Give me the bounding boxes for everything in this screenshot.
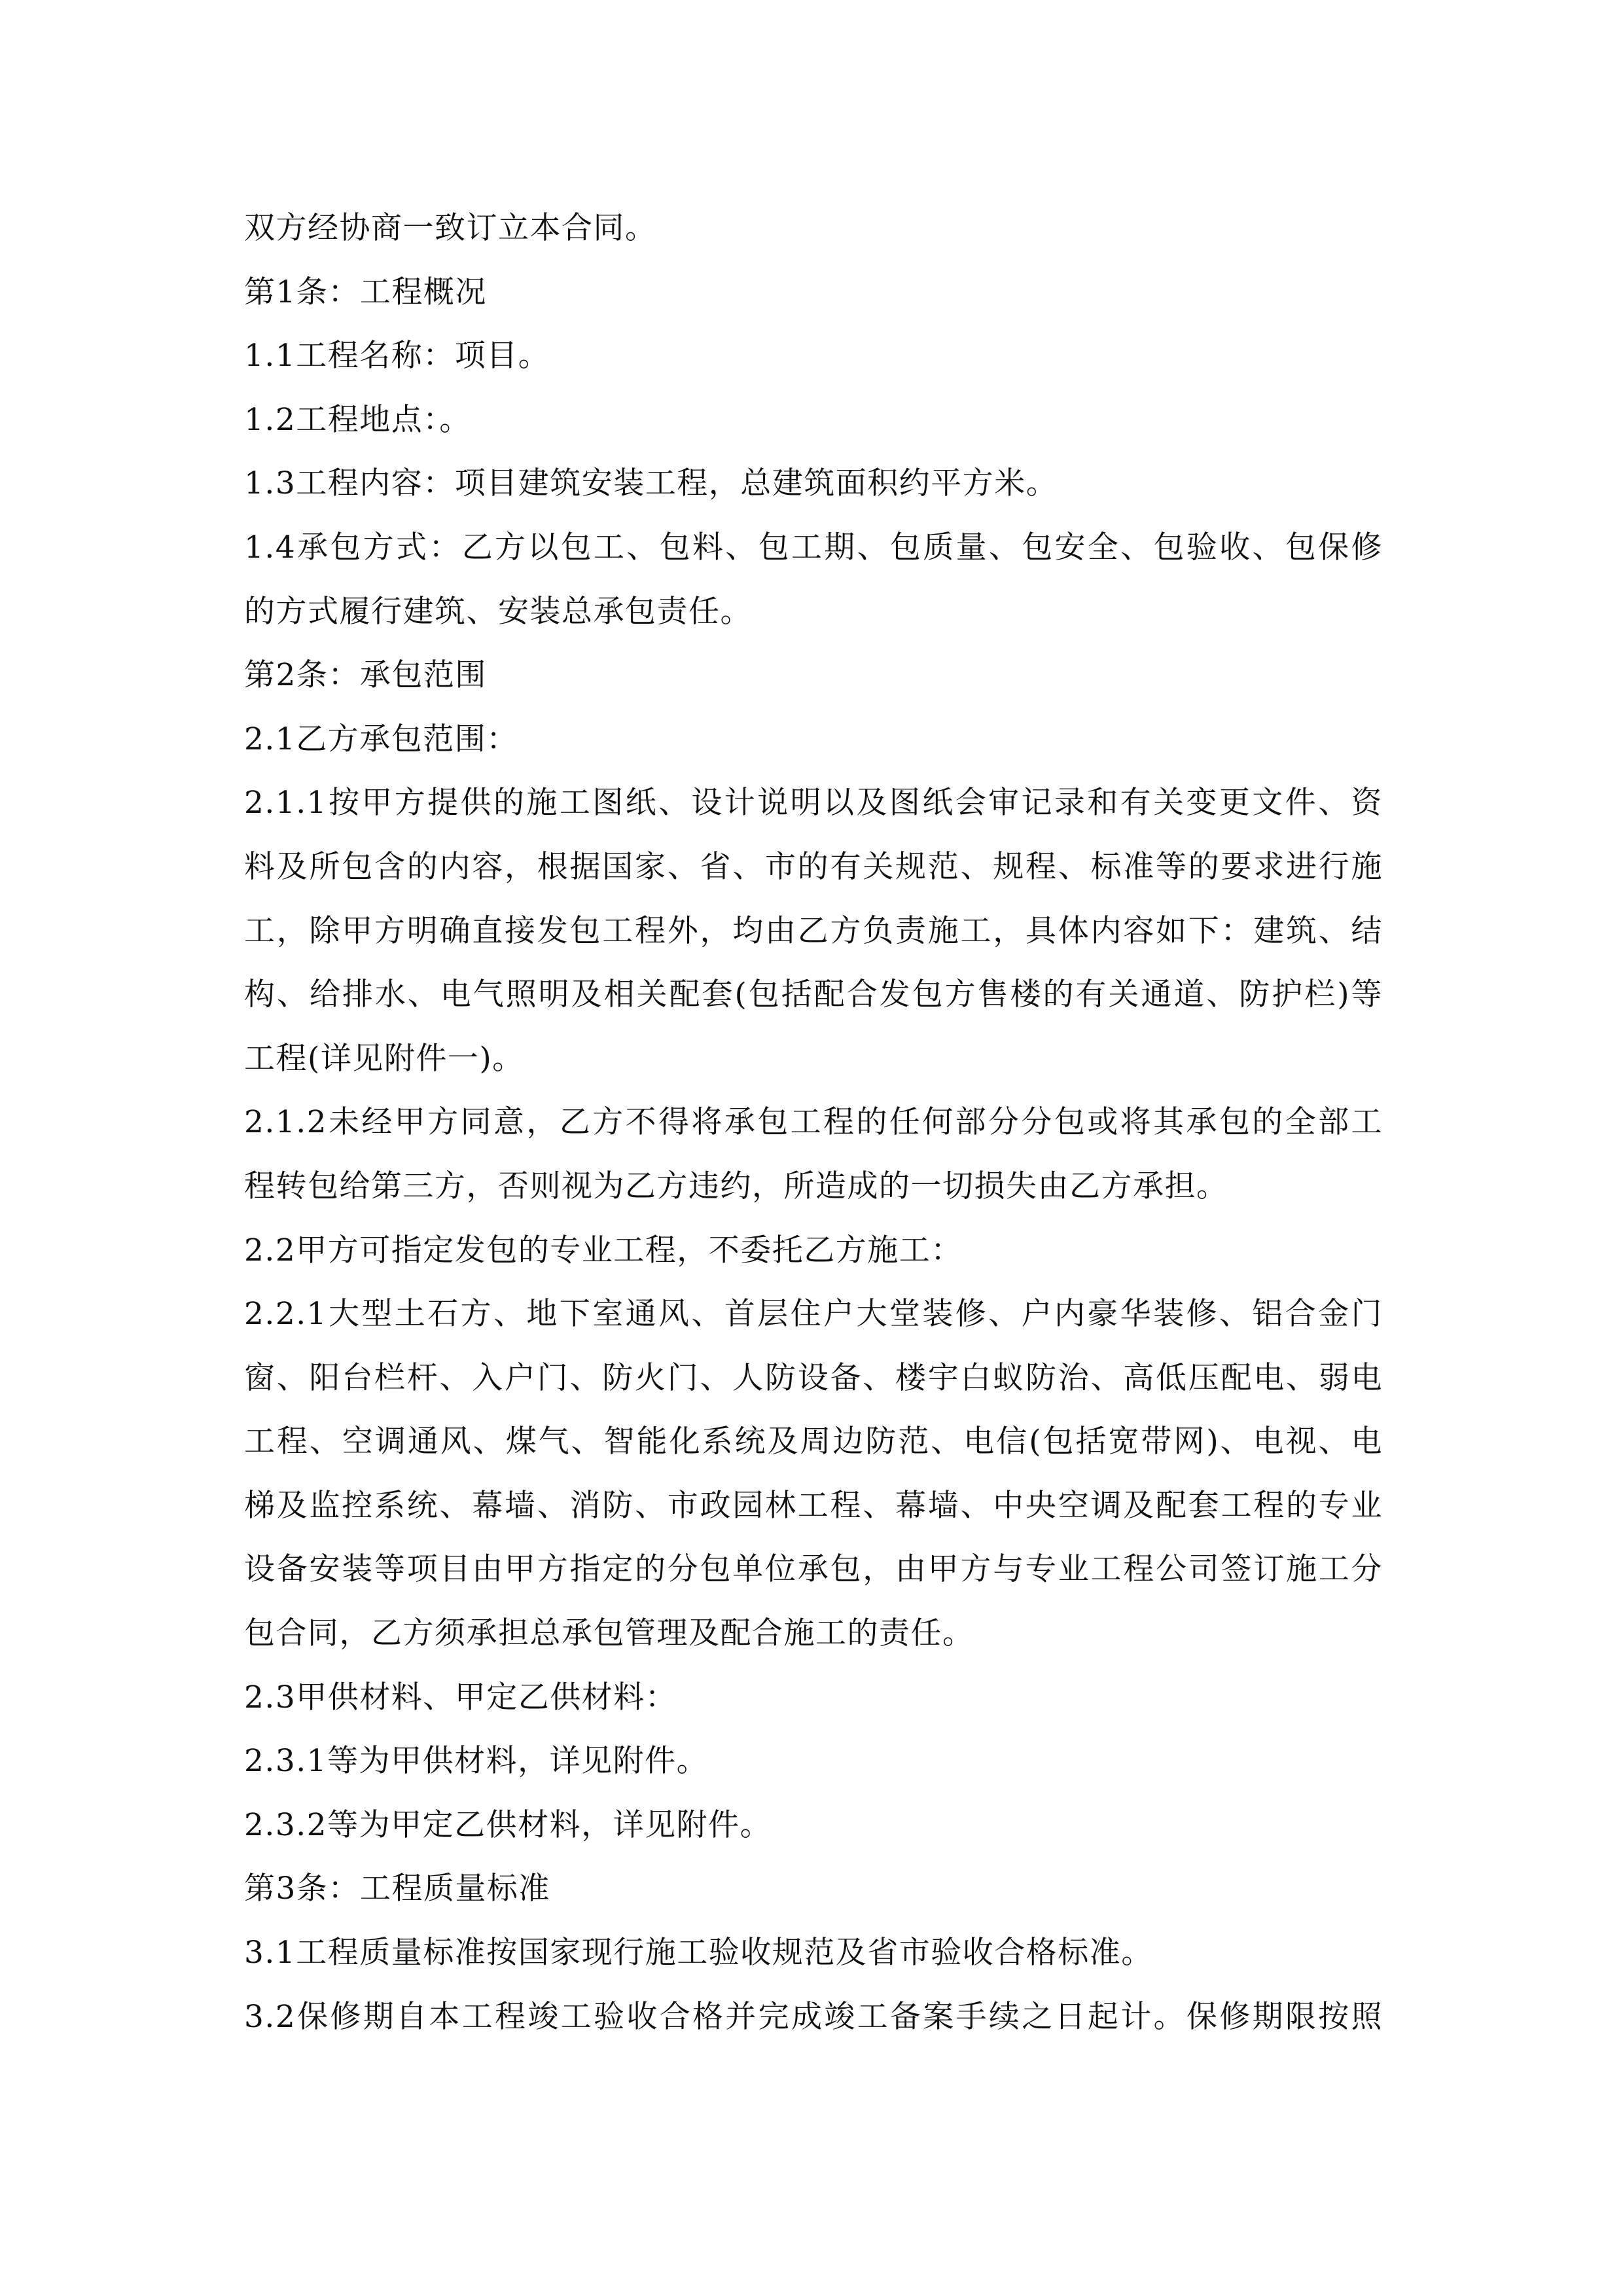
text-line: 1.3工程内容：项目建筑安装工程，总建筑面积约平方米。: [244, 465, 1058, 502]
text-line: 设备安装等项目由甲方指定的分包单位承包，由甲方与专业工程公司签订施工分: [244, 1551, 1383, 1588]
text-line: 2.2.1大型土石方、地下室通风、首层住户大堂装修、户内豪华装修、铝合金门: [244, 1296, 1383, 1333]
text-line: 工程、空调通风、煤气、智能化系统及周边防范、电信(包括宽带网)、电视、电: [244, 1424, 1383, 1460]
text-line: 工，除甲方明确直接发包工程外，均由乙方负责施工，具体内容如下：建筑、结: [244, 912, 1383, 949]
text-line: 程转包给第三方，否则视为乙方违约，所造成的一切损失由乙方承担。: [244, 1168, 1228, 1204]
text-line: 2.1.1按甲方提供的施工图纸、设计说明以及图纸会审记录和有关变更文件、资: [244, 785, 1383, 821]
section-heading: 第1条：工程概况: [244, 274, 487, 310]
text-line: 料及所包含的内容，根据国家、省、市的有关规范、规程、标准等的要求进行施: [244, 848, 1383, 885]
document-body: [244, 196, 1383, 2049]
text-line: 工程(详见附件一)。: [244, 1040, 524, 1077]
text-line: 2.3.1等为甲供材料，详见附件。: [244, 1743, 709, 1780]
section-heading: 第3条：工程质量标准: [244, 1871, 550, 1907]
text-line: 2.2甲方可指定发包的专业工程，不委托乙方施工：: [244, 1232, 963, 1268]
text-line: 1.1工程名称：项目。: [244, 338, 550, 374]
text-line: 构、给排水、电气照明及相关配套(包括配合发包方售楼的有关通道、防护栏)等: [244, 977, 1383, 1013]
text-line: 3.1工程质量标准按国家现行施工验收规范及省市验收合格标准。: [244, 1935, 1153, 1971]
text-line: 1.2工程地点：。: [244, 401, 471, 438]
text-line: 2.1乙方承包范围：: [244, 721, 518, 757]
text-line: 2.3甲供材料、甲定乙供材料：: [244, 1679, 677, 1715]
text-line: 3.2保修期自本工程竣工验收合格并完成竣工备案手续之日起计。保修期限按照: [244, 1998, 1383, 2035]
text-line: 梯及监控系统、幕墙、消防、市政园林工程、幕墙、中央空调及配套工程的专业: [244, 1487, 1383, 1524]
text-line: 2.1.2未经甲方同意，乙方不得将承包工程的任何部分分包或将其承包的全部工: [244, 1104, 1383, 1141]
text-line: 双方经协商一致订立本合同。: [244, 210, 657, 246]
text-line: 包合同，乙方须承担总承包管理及配合施工的责任。: [244, 1615, 974, 1652]
section-heading: 第2条：承包范围: [244, 657, 487, 694]
text-line: 的方式履行建筑、安装总承包责任。: [244, 593, 752, 630]
text-line: 2.3.2等为甲定乙供材料，详见附件。: [244, 1806, 772, 1843]
text-line: 窗、阳台栏杆、入户门、防火门、人防设备、楼宇白蚁防治、高低压配电、弱电: [244, 1359, 1383, 1396]
text-line: 1.4承包方式：乙方以包工、包料、包工期、包质量、包安全、包验收、包保修: [244, 529, 1383, 565]
